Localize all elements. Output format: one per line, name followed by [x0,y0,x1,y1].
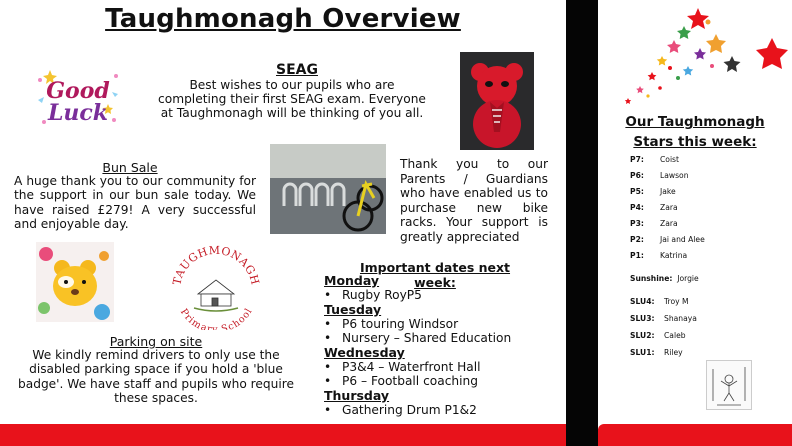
seag-text: Best wishes to our pupils who are completing their first SEAG exam. Everyone at Taughmonagh will be thinking of you all. [158,78,426,120]
star-row-p6: P6: Lawson [630,171,689,180]
star-row-p7: P7: Coist [630,155,679,164]
bike-racks-text: Thank you to our Parents / Guardians who have enabled us to purchase new bike racks. Your support is greatly appreciated [400,157,548,244]
event-item: • P3&4 – Waterfront Hall [324,360,481,374]
teddy-bear-photo [460,52,534,150]
good-luck-logo [30,60,126,136]
slu-row: SLU4: Troy M [630,297,689,306]
stars-decoration [604,4,788,110]
bike-rack-photo [270,144,386,234]
bun-sale-heading: Bun Sale [102,160,158,175]
event-item: • P6 touring Windsor [324,317,459,331]
dates-heading: Important dates next week: [359,260,511,290]
parking-text: We kindly remind drivers to only use the disabled parking space if you hold a 'blue badge'. We have staff and pupils who require these spaces. [18,348,294,405]
page-title: Taughmonagh Overview [105,4,461,34]
stars-heading-line2: Stars this week: [633,134,757,150]
slu-row: SLU3: Shanaya [630,314,697,323]
day-tuesday: Tuesday [324,302,382,317]
sunshine-row: Sunshine: Jorgie [630,274,699,283]
slu-row: SLU1: Riley [630,348,683,357]
school-logo [168,240,264,330]
event-item: • Gathering Drum P1&2 [324,403,477,417]
stars-heading [604,112,786,152]
star-row-p5: P5: Jake [630,187,676,196]
seag-heading: SEAG [276,62,318,78]
center-divider [566,0,598,446]
svg-text:Good: Good [46,78,110,104]
event-item: • Rugby RoyP5 [324,288,422,302]
parking-heading: Parking on site [109,334,203,349]
pudsey-bear-image [36,242,114,322]
footer-strip-left [0,424,566,446]
footer-strip-right [598,424,792,446]
star-row-p4: P4: Zara [630,203,678,212]
bun-sale-text: A huge thank you to our community for the support in our bun sale today. We have raised £279! A very successful and enjoyable day. [14,174,256,231]
stars-list [630,155,780,261]
school-logo-top-text: TAUGHMONAGH [170,243,262,287]
event-item: • Nursery – Shared Education [324,331,512,345]
school-logo-bottom-text: Primary School [177,306,255,330]
star-row-p2: P2: Jai and Alee [630,235,705,244]
slu-row: SLU2: Caleb [630,331,686,340]
day-thursday: Thursday [324,388,390,403]
svg-text:Luck: Luck [47,100,109,126]
star-row-p3: P3: Zara [630,219,678,228]
slu-list [630,297,780,358]
day-wednesday: Wednesday [324,345,405,360]
dates-list [324,273,554,417]
stars-heading-line1: Our Taughmonagh [625,114,765,130]
event-item: • P6 – Football coaching [324,374,478,388]
day-monday: Monday [324,273,380,288]
star-row-p1: P1: Katrina [630,251,688,260]
stars-sketch-image [706,360,752,410]
